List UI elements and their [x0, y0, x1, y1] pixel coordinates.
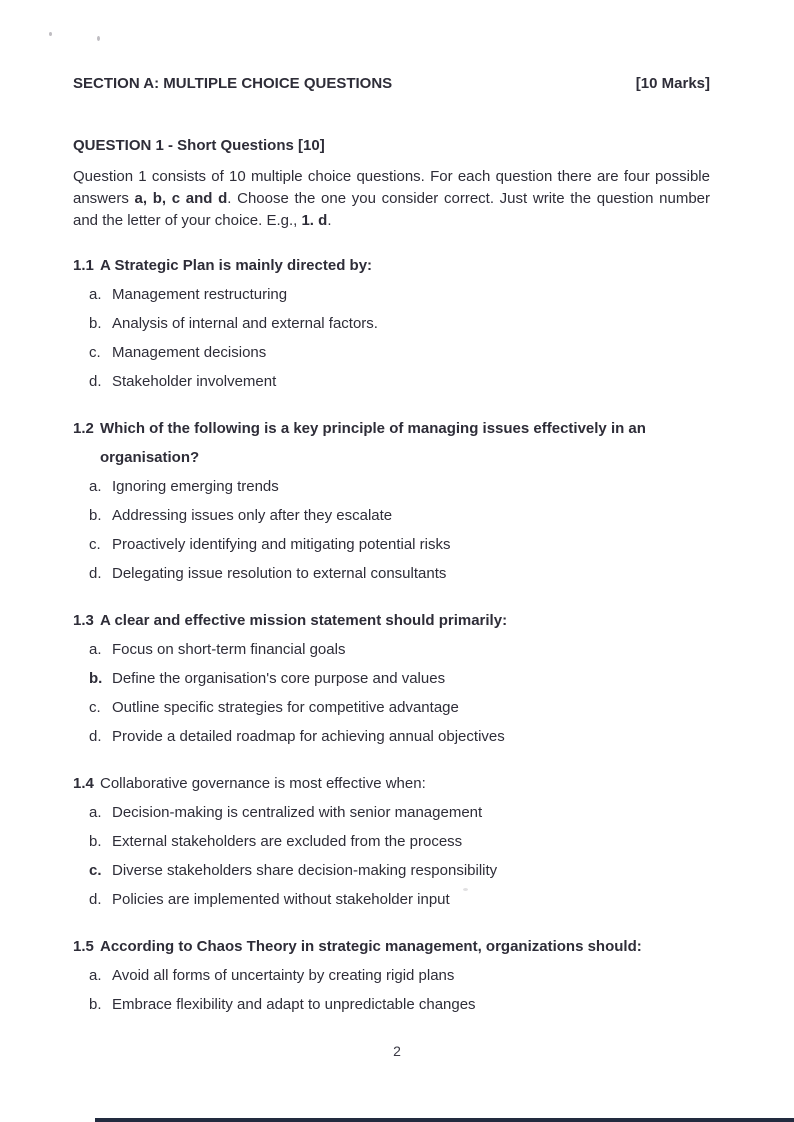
section-marks: [10 Marks]	[635, 75, 710, 92]
questions-list	[73, 251, 710, 1019]
options-list	[73, 798, 710, 914]
option-letter: d.	[89, 728, 102, 745]
option-text: Delegating issue resolution to external consultants	[112, 565, 447, 582]
scan-edge-artifact	[95, 1118, 794, 1122]
option-text: Management restructuring	[112, 286, 288, 303]
option-row	[73, 635, 710, 664]
question-block	[73, 769, 710, 914]
question-number: 1.2	[73, 420, 94, 437]
option-row	[73, 338, 710, 367]
option-row	[73, 309, 710, 338]
question-number: 1.1	[73, 257, 94, 274]
option-letter: b.	[89, 996, 102, 1013]
question-title	[73, 769, 710, 798]
option-row	[73, 280, 710, 309]
instruction-segment: 1. d	[301, 212, 328, 229]
option-text: Provide a detailed roadmap for achieving annual objectives	[112, 728, 505, 745]
page-number: 2	[393, 1043, 401, 1059]
option-row	[73, 530, 710, 559]
option-text: Addressing issues only after they escalate	[112, 507, 393, 524]
page-content	[73, 74, 710, 1019]
question-title	[73, 251, 710, 280]
option-letter: b.	[89, 507, 102, 524]
option-row	[73, 559, 710, 588]
question-number: 1.4	[73, 775, 94, 792]
question-text: Which of the following is a key principle of managing issues effectively in an organisation?	[100, 420, 646, 466]
option-letter: c.	[89, 536, 101, 553]
option-letter: d.	[89, 565, 102, 582]
option-letter: d.	[89, 373, 102, 390]
option-text: Outline specific strategies for competitive advantage	[112, 699, 459, 716]
option-text: Stakeholder involvement	[112, 373, 277, 390]
option-text: Define the organisation's core purpose and values	[112, 670, 446, 687]
instruction-segment: a, b, c and d	[134, 190, 228, 207]
scan-speck	[49, 32, 52, 36]
option-row	[73, 693, 710, 722]
options-list	[73, 280, 710, 396]
option-text: Embrace flexibility and adapt to unpredictable changes	[112, 996, 476, 1013]
options-list	[73, 472, 710, 588]
option-text: Policies are implemented without stakeholder input	[112, 891, 450, 908]
option-row	[73, 664, 710, 693]
instructions-paragraph	[73, 166, 710, 232]
question-text: Collaborative governance is most effective when:	[100, 775, 426, 792]
option-letter: a.	[89, 478, 102, 495]
option-text: Diverse stakeholders share decision-making responsibility	[112, 862, 498, 879]
option-letter: a.	[89, 286, 102, 303]
question-number: 1.5	[73, 938, 94, 955]
option-letter: c.	[89, 862, 102, 879]
option-text: Decision-making is centralized with senior management	[112, 804, 483, 821]
option-text: Proactively identifying and mitigating potential risks	[112, 536, 451, 553]
option-letter: c.	[89, 344, 101, 361]
option-text: Management decisions	[112, 344, 267, 361]
option-text: Focus on short-term financial goals	[112, 641, 346, 658]
section-title: SECTION A: MULTIPLE CHOICE QUESTIONS	[73, 75, 393, 92]
question-block	[73, 932, 710, 1019]
question-title	[73, 606, 710, 635]
instruction-segment: . Choose the one you consider correct. Just write the question number and the letter of your choice. E.g.,	[73, 190, 710, 229]
question-block	[73, 414, 710, 588]
question-block	[73, 251, 710, 396]
option-text: Analysis of internal and external factors.	[112, 315, 378, 332]
option-text: External stakeholders are excluded from the process	[112, 833, 463, 850]
option-row	[73, 501, 710, 530]
instruction-segment: Question 1 consists of 10 multiple choice questions. For each question there are four possible answers	[73, 168, 710, 207]
question-title	[73, 414, 710, 472]
option-row	[73, 885, 710, 914]
option-row	[73, 722, 710, 751]
option-row	[73, 856, 710, 885]
options-list	[73, 961, 710, 1019]
option-letter: d.	[89, 891, 102, 908]
option-letter: c.	[89, 699, 101, 716]
option-text: Ignoring emerging trends	[112, 478, 279, 495]
question-number: 1.3	[73, 612, 94, 629]
question-text: A clear and effective mission statement should primarily:	[100, 612, 508, 629]
option-letter: a.	[89, 641, 102, 658]
question-block	[73, 606, 710, 751]
question-title	[73, 932, 710, 961]
question1-heading: QUESTION 1 - Short Questions [10]	[73, 137, 325, 154]
section-header	[73, 74, 710, 94]
option-row	[73, 990, 710, 1019]
scan-speck	[97, 36, 100, 41]
option-text: Avoid all forms of uncertainty by creating rigid plans	[112, 967, 455, 984]
question-text: According to Chaos Theory in strategic management, organizations should:	[100, 938, 642, 955]
option-row	[73, 798, 710, 827]
options-list	[73, 635, 710, 751]
instruction-segment: .	[327, 212, 332, 229]
option-letter: a.	[89, 804, 102, 821]
option-letter: b.	[89, 315, 102, 332]
option-row	[73, 827, 710, 856]
option-row	[73, 961, 710, 990]
option-letter: a.	[89, 967, 102, 984]
question-text: A Strategic Plan is mainly directed by:	[100, 257, 373, 274]
option-row	[73, 367, 710, 396]
option-letter: b.	[89, 833, 102, 850]
option-row	[73, 472, 710, 501]
option-letter: b.	[89, 670, 103, 687]
